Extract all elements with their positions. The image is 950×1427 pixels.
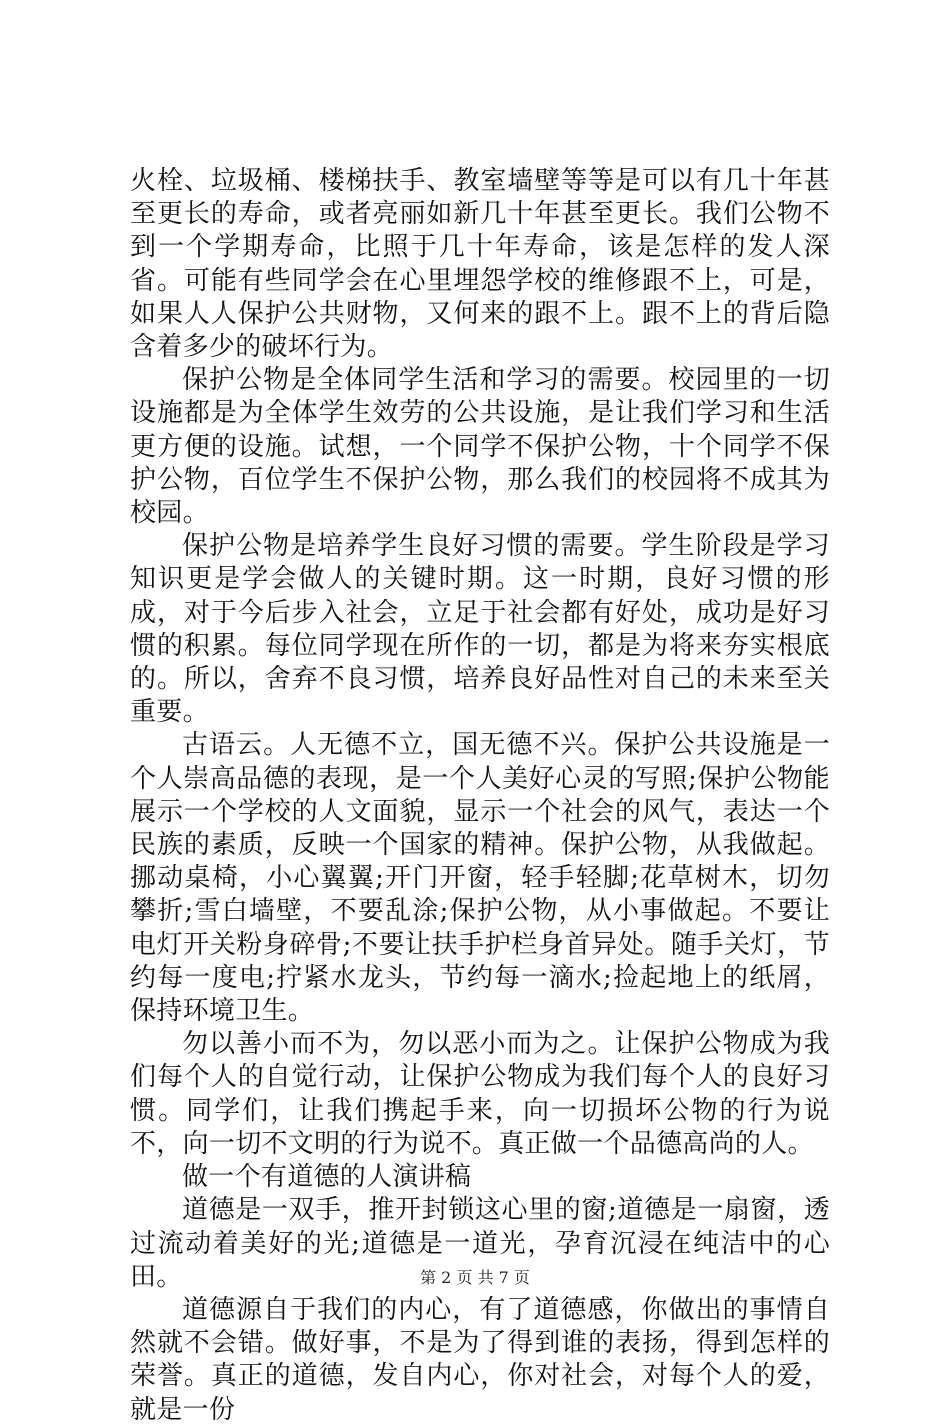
paragraph-3: 保护公物是培养学生良好习惯的需要。学生阶段是学习知识更是学会做人的关键时期。这一时期，良好习惯的形成，对于今后步入社会，立足于社会都有好处，成功是好习惯的积累。每位同学现在所作的一切，都是为将来夯实根底的。所以，舍弃不良习惯，培养良好品性对自己的未来至关重要。	[130, 531, 830, 728]
section-heading: 做一个有道德的人演讲稿	[182, 1162, 472, 1193]
paragraph-2: 保护公物是全体同学生活和学习的需要。校园里的一切设施都是为全体学生效劳的公共设施，是让我们学习和生活更方便的设施。试想，一个同学不保护公物，十个同学不保护公物，百位学生不保护公物，那么我们的校园将不成其为校园。	[130, 365, 830, 529]
paragraph-8: 道德源自于我们的内心，有了道德感，你做出的事情自然就不会错。做好事，不是为了得到谁的表扬，得到怎样的荣誉。真正的道德，发自内心，你对社会，对每个人的爱，就是一份	[130, 1294, 830, 1425]
paragraph-5: 勿以善小而不为，勿以恶小而为之。让保护公物成为我们每个人的自觉行动，让保护公物成为我们每个人的良好习惯。同学们，让我们携起手来，向一切损坏公物的行为说不，向一切不文明的行为说不。真正做一个品德高尚的人。	[130, 1029, 830, 1159]
paragraph-4: 古语云。人无德不立，国无德不兴。保护公共设施是一个人崇高品德的表现，是一个人美好心灵的写照;保护公物能展示一个学校的人文面貌，显示一个社会的风气，表达一个民族的素质，反映一个国家的精神。保护公物，从我做起。挪动桌椅，小心翼翼;开门开窗，轻手轻脚;花草树木，切勿攀折;雪白墙壁，不要乱涂;保护公物，从小事做起。不要让电灯开关粉身碎骨;不要让扶手护栏身首异处。随手关灯，节约每一度电;拧紧水龙头，节约每一滴水;捡起地上的纸屑，保持环境卫生。	[130, 730, 830, 1027]
paragraph-7: 道德是一双手，推开封锁这心里的窗;道德是一扇窗，透过流动着美好的光;道德是一道光，孕育沉浸在纯洁中的心田。	[130, 1195, 830, 1292]
document-body	[130, 165, 830, 1427]
paragraph-1: 火栓、垃圾桶、楼梯扶手、教室墙壁等等是可以有几十年甚至更长的寿命，或者亮丽如新几十年甚至更长。我们公物不到一个学期寿命，比照于几十年寿命，该是怎样的发人深省。可能有些同学会在心里埋怨学校的维修跟不上，可是，如果人人保护公共财物，又何来的跟不上。跟不上的背后隐含着多少的破坏行为。	[130, 166, 830, 363]
page-number: 第 2 页 共 7 页	[420, 1268, 530, 1287]
